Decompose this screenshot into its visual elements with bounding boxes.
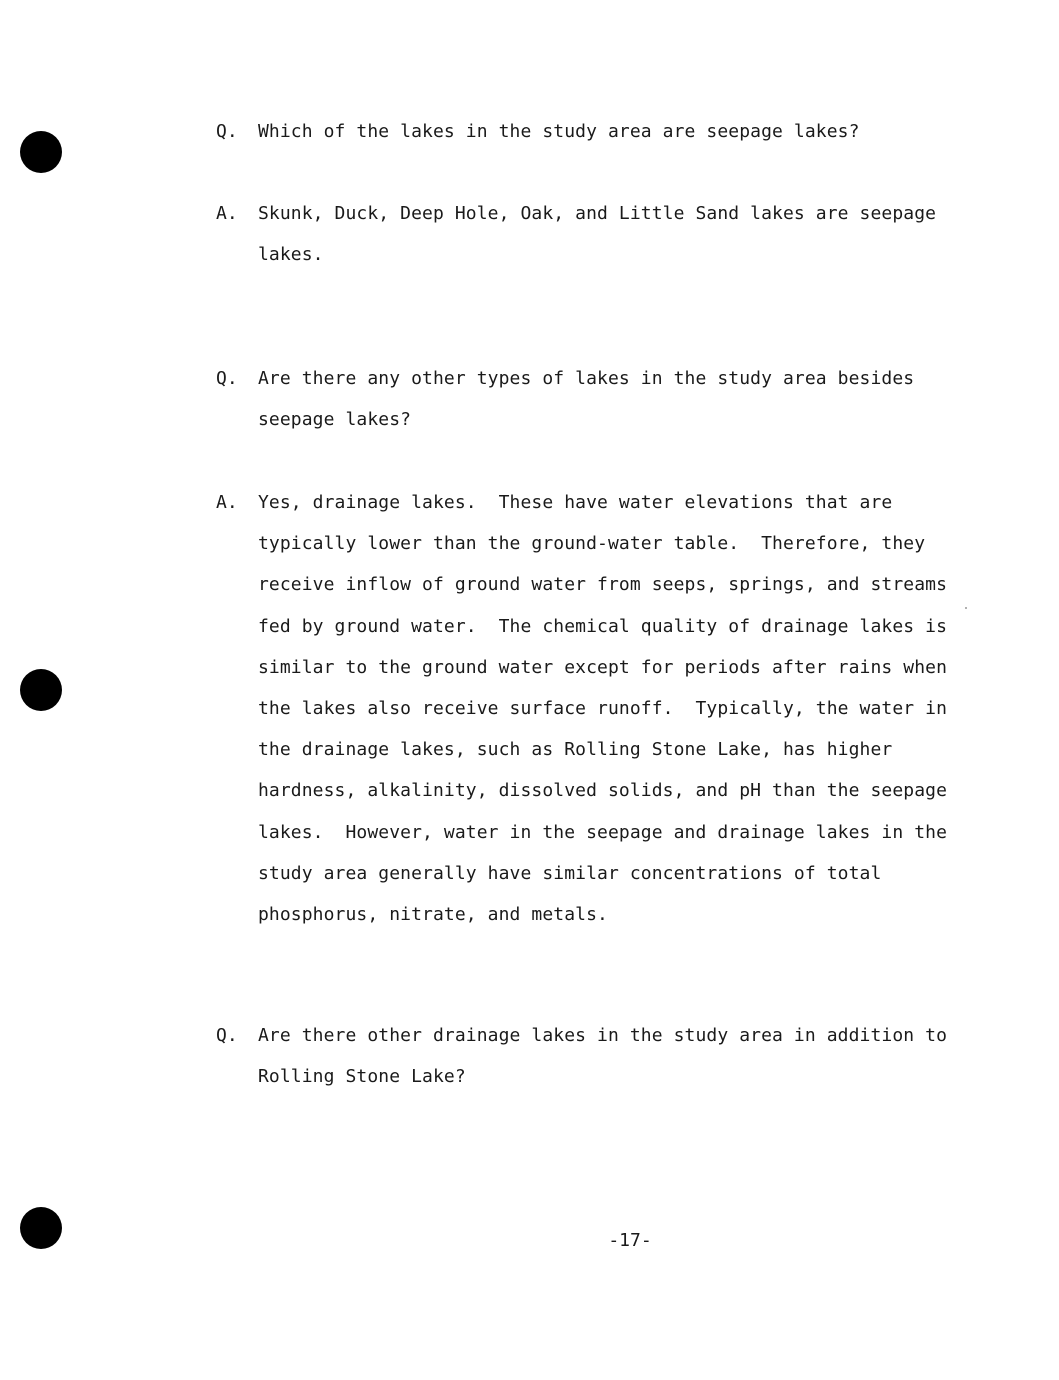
binder-hole-top: [20, 131, 62, 173]
text-line: Skunk, Duck, Deep Hole, Oak, and Little Sand lakes are seepage: [258, 203, 937, 224]
question-marker: Q.: [216, 121, 238, 142]
binder-hole-middle: [20, 669, 62, 711]
text-line: typically lower than the ground-water table. Therefore, they: [258, 533, 926, 555]
text-line: fed by ground water. The chemical quality of drainage lakes is: [258, 615, 948, 637]
page-number: -17-: [608, 1230, 652, 1251]
text-line: Are there other drainage lakes in the study area in addition to: [258, 1025, 948, 1046]
text-line: the drainage lakes, such as Rolling Stone Lake, has higher: [258, 739, 893, 761]
answer-marker: A.: [216, 492, 238, 513]
text-line: lakes. However, water in the seepage and drainage lakes in the: [258, 821, 948, 843]
text-line: Rolling Stone Lake?: [258, 1066, 466, 1088]
text-line: seepage lakes?: [258, 409, 412, 431]
answer-marker: A.: [216, 203, 238, 224]
question-text: [258, 111, 938, 152]
text-line: Are there any other types of lakes in the study area besides: [258, 368, 915, 389]
text-line: phosphorus, nitrate, and metals.: [258, 904, 608, 926]
answer-text: [258, 193, 938, 275]
scan-speck: [965, 607, 967, 609]
text-line: hardness, alkalinity, dissolved solids, and pH than the seepage: [258, 780, 948, 802]
text-line: similar to the ground water except for periods after rains when: [258, 656, 948, 678]
question-marker: Q.: [216, 1025, 238, 1046]
text-line: Yes, drainage lakes. These have water elevations that are: [258, 492, 893, 513]
text-line: lakes.: [258, 244, 324, 266]
text-line: Which of the lakes in the study area are seepage lakes?: [258, 121, 860, 142]
answer-text: [258, 482, 948, 935]
question-text: [258, 358, 938, 440]
text-line: study area generally have similar concentrations of total: [258, 862, 882, 884]
question-text: [258, 1015, 948, 1097]
text-line: the lakes also receive surface runoff. Typically, the water in: [258, 698, 948, 720]
text-line: receive inflow of ground water from seeps, springs, and streams: [258, 574, 948, 596]
question-marker: Q.: [216, 368, 238, 389]
